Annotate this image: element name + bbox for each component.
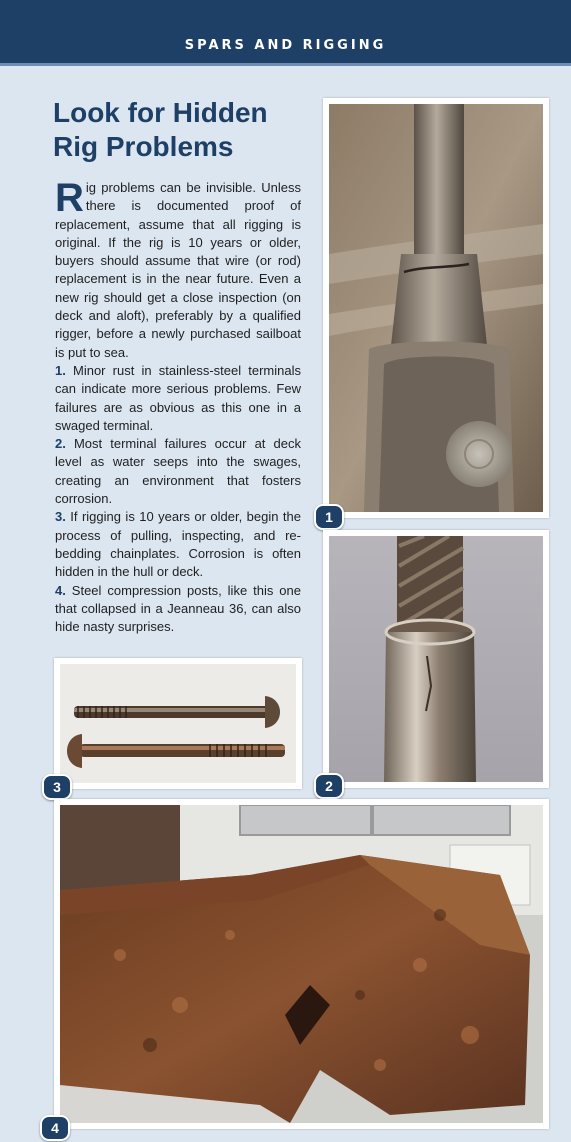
photo-swaged-terminal — [329, 104, 543, 512]
item-number: 4. — [55, 582, 66, 598]
photo-wire-swage — [329, 536, 543, 782]
wire-swage-image — [329, 536, 543, 782]
item-2 — [55, 435, 301, 508]
compression-post-image — [60, 805, 543, 1123]
photo-1-badge: 1 — [314, 504, 344, 530]
title-line-2: Rig Problems — [53, 131, 234, 162]
title-line-1: Look for Hidden — [53, 97, 268, 128]
swaged-terminal-image — [329, 104, 543, 512]
photo-3-frame — [54, 658, 302, 789]
item-number: 1. — [55, 362, 66, 378]
item-number: 2. — [55, 436, 66, 452]
photo-compression-post — [60, 805, 543, 1123]
photo-2-frame — [323, 530, 549, 788]
photo-4-badge: 4 — [40, 1115, 70, 1141]
section-header-bar — [0, 0, 571, 66]
item-text: Steel compression posts, like this one that collapsed in a Jeanneau 36, can also hide nasty surprises. — [55, 582, 301, 635]
photo-3-badge: 3 — [42, 774, 72, 800]
item-1 — [55, 362, 301, 435]
item-text: Most terminal failures occur at deck level as water seeps into the swages, creating an environment that fosters corrosion. — [55, 436, 301, 507]
intro-paragraph — [55, 176, 301, 362]
section-title: SPARS AND RIGGING — [184, 38, 387, 53]
photo-4-frame — [54, 799, 549, 1129]
article-body — [55, 176, 301, 636]
photo-bolts — [60, 664, 296, 783]
bolts-image — [60, 664, 296, 783]
item-text: Minor rust in stainless-steel terminals can indicate more serious problems. Few failures are as obvious as this one in a swaged terminal. — [55, 362, 301, 433]
intro-text: ig problems can be invisible. Unless there is documented proof of replacement, assume that all rigging is original. If the rig is 10 years or older, buyers should assume that wire (or rod) replacement is in the near future. Even a new rig should get a close inspection (on deck and aloft), preferably by a qualified rigger, before a newly purchased sailboat is put to sea. — [55, 180, 301, 360]
drop-cap: R — [55, 176, 84, 220]
item-number: 3. — [55, 509, 66, 525]
photo-1-frame — [323, 98, 549, 518]
item-text: If rigging is 10 years or older, begin the process of pulling, inspecting, and re-bedding chainplates. Corrosion is often hidden in the hull or deck. — [55, 509, 301, 580]
item-3 — [55, 508, 301, 581]
photo-2-badge: 2 — [314, 773, 344, 799]
item-4 — [55, 582, 301, 637]
article-title — [53, 96, 313, 164]
